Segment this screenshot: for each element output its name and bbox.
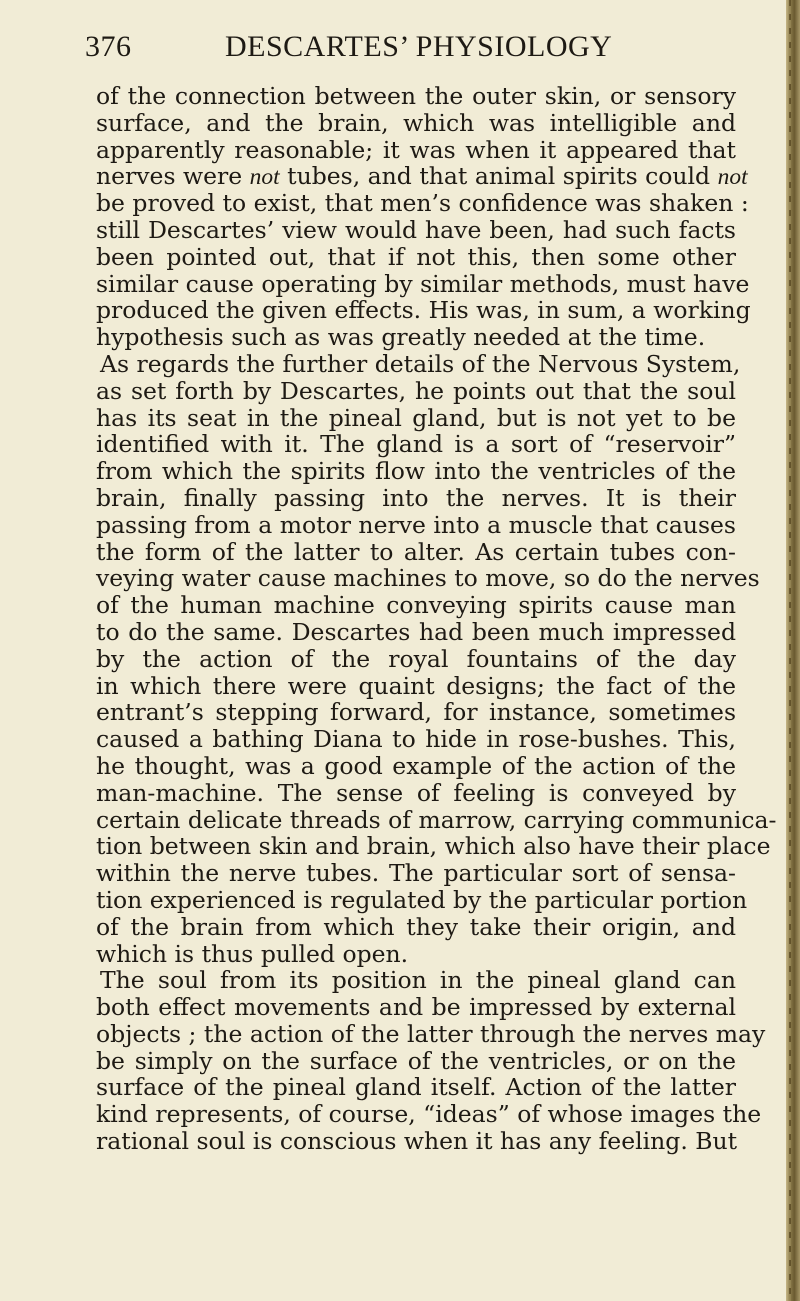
text-line: to do the same. Descartes had been much impressed	[96, 617, 736, 646]
text-line: passing from a motor nerve into a muscle that causes	[96, 510, 736, 539]
text-line: surface, and the brain, which was intelligible and	[96, 108, 736, 137]
text-line: in which there were quaint designs; the fact of the	[96, 671, 736, 700]
text-line: both effect movements and be impressed by external	[96, 993, 736, 1022]
text-line: objects ; the action of the latter through the nerves may	[96, 1019, 766, 1048]
text-line: the form of the latter to alter. As certain tubes con-	[96, 537, 736, 566]
text-line: been pointed out, that if not this, then some other	[96, 242, 736, 271]
text-line: entrant’s stepping forward, for instance, sometimes	[96, 698, 736, 727]
text-line: of the human machine conveying spirits cause man	[96, 591, 736, 620]
text-line: The soul from its position in the pineal gland can	[100, 966, 736, 995]
text-line: surface of the pineal gland itself. Action of the latter	[96, 1073, 736, 1102]
text-line: veying water cause machines to move, so do the nerves	[96, 564, 760, 593]
text-line: rational soul is conscious when it has any feeling. But	[96, 1127, 738, 1156]
text-line: within the nerve tubes. The particular sort of sensa-	[96, 859, 736, 888]
text-line: apparently reasonable; it was when it appeared that	[96, 135, 736, 164]
text-line: man-machine. The sense of feeling is conveyed by	[96, 778, 736, 807]
page-header	[85, 30, 745, 70]
italic-word: not	[717, 164, 748, 191]
text-line: he thought, was a good example of the action of the	[96, 751, 736, 780]
text-line: by the action of the royal fountains of the day	[96, 644, 736, 673]
running-head: DESCARTES’ PHYSIOLOGY	[225, 30, 613, 63]
text-line: tion experienced is regulated by the particular portion	[96, 885, 748, 914]
text-line: brain, finally passing into the nerves. It is their	[96, 483, 736, 512]
page-edge	[786, 0, 800, 1301]
text-line: be proved to exist, that men’s confidence was shaken :	[96, 189, 749, 218]
text-span: nerves were	[96, 162, 250, 191]
text-line: identified with it. The gland is a sort of “reservoir”	[96, 430, 736, 459]
text-line: as set forth by Descartes, he points out that the soul	[96, 376, 736, 405]
italic-word: not	[249, 164, 280, 191]
text-line: which is thus pulled open.	[96, 939, 409, 968]
text-line: hypothesis such as was greatly needed at the time.	[96, 323, 706, 352]
text-line: produced the given effects. His was, in sum, a working	[96, 296, 751, 325]
text-span: tubes, and that animal spirits could	[279, 162, 718, 191]
text-line: tion between skin and brain, which also have their place	[96, 832, 771, 861]
text-line: be simply on the surface of the ventricles, or on the	[96, 1046, 736, 1075]
text-line: from which the spirits flow into the ventricles of the	[96, 457, 736, 486]
text-line: has its seat in the pineal gland, but is not yet to be	[96, 403, 736, 432]
text-line: still Descartes’ view would have been, had such facts	[96, 215, 736, 244]
text-line: of the brain from which they take their origin, and	[96, 912, 736, 941]
text-line	[96, 162, 748, 191]
text-line: certain delicate threads of marrow, carrying communica-	[96, 805, 777, 834]
text-line: of the connection between the outer skin, or sensory	[96, 82, 736, 110]
text-line: caused a bathing Diana to hide in rose-bushes. This,	[96, 725, 736, 754]
text-line: similar cause operating by similar methods, must have	[96, 269, 750, 298]
body-text	[96, 82, 777, 1156]
text-line: kind represents, of course, “ideas” of whose images the	[96, 1100, 762, 1129]
page-number: 376	[85, 30, 132, 63]
text-line: As regards the further details of the Nervous System,	[100, 349, 741, 378]
